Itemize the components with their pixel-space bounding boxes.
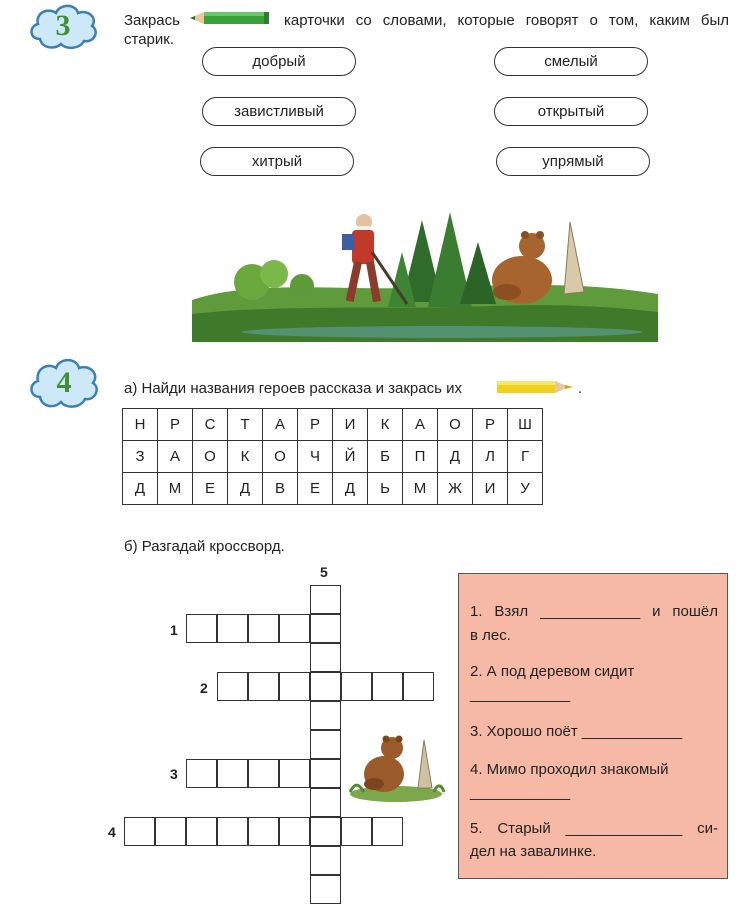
crossword-cell[interactable] (155, 817, 186, 846)
crossword-cell[interactable] (310, 788, 341, 817)
crossword-cell[interactable] (217, 614, 248, 643)
crossword-cell[interactable] (310, 817, 341, 846)
letter-cell[interactable]: Ш (508, 409, 543, 441)
crossword-number-2: 2 (200, 680, 208, 696)
crossword-cell[interactable] (341, 672, 372, 701)
word-card-zavistlivyi[interactable]: завистливый (202, 97, 356, 126)
letter-cell[interactable]: У (508, 473, 543, 505)
letter-cell[interactable]: Р (158, 409, 193, 441)
crossword-cell[interactable] (310, 759, 341, 788)
letter-cell[interactable]: Д (333, 473, 368, 505)
letter-cell[interactable]: В (263, 473, 298, 505)
letter-cell[interactable]: О (193, 441, 228, 473)
crossword-cell[interactable] (310, 672, 341, 701)
letter-cell[interactable]: К (368, 409, 403, 441)
letter-cell[interactable]: Д (123, 473, 158, 505)
letter-cell[interactable]: П (403, 441, 438, 473)
letter-cell[interactable]: Д (228, 473, 263, 505)
letter-cell[interactable]: М (158, 473, 193, 505)
letter-cell[interactable]: А (263, 409, 298, 441)
forest-illustration (192, 182, 658, 342)
task-number: 3 (55, 9, 71, 42)
crossword-cell[interactable] (310, 730, 341, 759)
clue-1-line-2: в лес. (470, 627, 511, 644)
letter-cell[interactable]: Б (368, 441, 403, 473)
crossword-cell[interactable] (310, 643, 341, 672)
clue-5-line-1: 5. Старый ______________ си- (470, 820, 718, 837)
letter-cell[interactable]: Н (123, 409, 158, 441)
task-4b-instruction: б) Разгадай кроссворд. (124, 538, 285, 555)
crossword-cell[interactable] (248, 817, 279, 846)
clue-4-line-2: ____________ (470, 784, 571, 801)
crossword-cell[interactable] (279, 817, 310, 846)
word-card-smelyi[interactable]: смелый (494, 47, 648, 76)
letter-cell[interactable]: Г (508, 441, 543, 473)
letter-cell[interactable]: Ч (298, 441, 333, 473)
crossword-cell[interactable] (248, 614, 279, 643)
letter-cell[interactable]: С (193, 409, 228, 441)
clue-3: 3. Хорошо поёт ____________ (470, 723, 683, 740)
task-4-badge (26, 355, 102, 411)
letter-grid-row (123, 473, 543, 505)
crossword-cell[interactable] (186, 817, 217, 846)
yellow-pencil-icon (497, 380, 573, 394)
crossword-cell[interactable] (310, 846, 341, 875)
crossword-cell[interactable] (217, 817, 248, 846)
word-card-upryamyi[interactable]: упрямый (496, 147, 650, 176)
clue-5-line-2: дел на завалинке. (470, 843, 597, 860)
crossword-cell[interactable] (186, 614, 217, 643)
crossword-number-1: 1 (170, 622, 178, 638)
letter-grid (122, 408, 543, 505)
word-card-khitryi[interactable]: хитрый (200, 147, 354, 176)
letter-grid-row (123, 441, 543, 473)
letter-cell[interactable]: Р (298, 409, 333, 441)
crossword-number-3: 3 (170, 766, 178, 782)
crossword-cell[interactable] (124, 817, 155, 846)
letter-cell[interactable]: А (158, 441, 193, 473)
clue-4-line-1: 4. Мимо проходил знакомый (470, 761, 669, 778)
crossword-number-5: 5 (320, 564, 328, 580)
task-3-badge (26, 1, 100, 51)
letter-cell[interactable]: Т (228, 409, 263, 441)
letter-cell[interactable]: Е (193, 473, 228, 505)
bear-illustration (346, 722, 446, 804)
letter-cell[interactable]: З (123, 441, 158, 473)
crossword-cell[interactable] (217, 672, 248, 701)
clue-1-line-1: 1. Взял ____________ и пошёл (470, 603, 718, 620)
crossword-cell[interactable] (310, 585, 341, 614)
letter-cell[interactable]: Д (438, 441, 473, 473)
task-3-instruction-end: старик. (124, 31, 174, 48)
crossword-clues-box (458, 573, 728, 879)
word-card-dobryi[interactable]: добрый (202, 47, 356, 76)
crossword-cell[interactable] (310, 875, 341, 904)
crossword-cell[interactable] (248, 672, 279, 701)
crossword-cell[interactable] (248, 759, 279, 788)
letter-cell[interactable]: Ж (438, 473, 473, 505)
crossword-cell[interactable] (372, 672, 403, 701)
task-3-instruction-middle: карточки со словами, которые говорят о том, каким был (284, 12, 729, 29)
letter-cell[interactable]: Р (473, 409, 508, 441)
letter-cell[interactable]: О (438, 409, 473, 441)
word-card-otkrytyi[interactable]: открытый (494, 97, 648, 126)
clue-2-line-2: ____________ (470, 686, 571, 703)
crossword-cell[interactable] (341, 817, 372, 846)
crossword-cell[interactable] (279, 614, 310, 643)
task-number: 4 (56, 366, 72, 399)
letter-cell[interactable]: И (333, 409, 368, 441)
crossword-cell[interactable] (403, 672, 434, 701)
letter-cell[interactable]: М (403, 473, 438, 505)
task-4a-instruction-end: . (578, 380, 583, 397)
crossword-cell[interactable] (186, 759, 217, 788)
letter-cell[interactable]: Ь (368, 473, 403, 505)
task-4a-instruction: а) Найди названия героев рассказа и закрась их (124, 380, 462, 397)
letter-cell[interactable]: О (263, 441, 298, 473)
letter-grid-row (123, 409, 543, 441)
task-3-instruction-start: Закрась (124, 12, 180, 29)
letter-cell[interactable]: Л (473, 441, 508, 473)
crossword-cell[interactable] (310, 614, 341, 643)
letter-cell[interactable]: И (473, 473, 508, 505)
letter-cell[interactable]: Й (333, 441, 368, 473)
clue-2-line-1: 2. А под деревом сидит (470, 663, 635, 680)
crossword-cell[interactable] (279, 672, 310, 701)
crossword-cell[interactable] (217, 759, 248, 788)
crossword-cell[interactable] (279, 759, 310, 788)
crossword-number-4: 4 (108, 824, 116, 840)
crossword-cell[interactable] (310, 701, 341, 730)
crossword-cell[interactable] (372, 817, 403, 846)
green-pencil-icon (190, 11, 270, 25)
letter-cell[interactable]: А (403, 409, 438, 441)
letter-cell[interactable]: Е (298, 473, 333, 505)
letter-cell[interactable]: К (228, 441, 263, 473)
